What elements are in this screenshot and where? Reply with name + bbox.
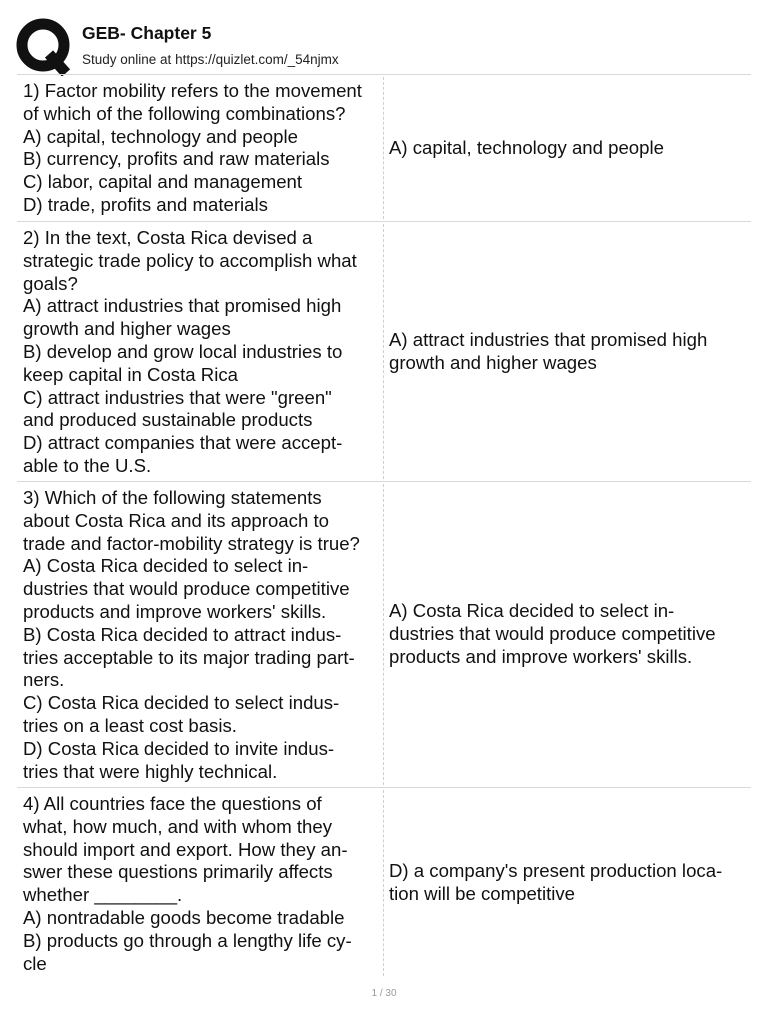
answer-cell bbox=[389, 788, 751, 978]
question-line: 2) In the text, Costa Rica devised a bbox=[23, 227, 313, 248]
question-line: C) labor, capital and management bbox=[23, 171, 303, 193]
question-cell bbox=[17, 788, 383, 979]
question-line: dustries that would produce competitive bbox=[23, 578, 350, 600]
question-line: swer these questions primarily affects bbox=[23, 861, 333, 883]
answer-line: dustries that would produce competitive bbox=[389, 623, 716, 645]
question-line: tries that were highly technical. bbox=[23, 760, 278, 782]
question-cell bbox=[17, 75, 383, 221]
study-online-link[interactable]: Study online at https://quizlet.com/_54njmx bbox=[82, 52, 339, 67]
question-line: strategic trade policy to accomplish what bbox=[23, 249, 357, 271]
page-title: GEB- Chapter 5 bbox=[82, 23, 212, 43]
answer-line: D) a company's present production loca- bbox=[389, 860, 723, 882]
question-line: ners. bbox=[23, 669, 65, 691]
page-indicator: 1 / 30 bbox=[371, 988, 397, 999]
question-line: growth and higher wages bbox=[23, 318, 231, 340]
question-line: A) nontradable goods become tradable bbox=[23, 906, 345, 928]
question-line: C) attract industries that were "green" bbox=[23, 386, 332, 408]
question-line: cle bbox=[23, 952, 47, 974]
question-line: A) attract industries that promised high bbox=[23, 295, 342, 317]
question-line: A) Costa Rica decided to select in- bbox=[23, 555, 309, 577]
answer-line: products and improve workers' skills. bbox=[389, 645, 693, 667]
answer-line: growth and higher wages bbox=[389, 351, 597, 373]
question-line: should import and export. How they an- bbox=[23, 838, 348, 860]
answer-cell bbox=[389, 75, 751, 221]
flashcard-row bbox=[17, 787, 751, 978]
question-line: B) develop and grow local industries to bbox=[23, 340, 343, 362]
question-line: and produced sustainable products bbox=[23, 409, 313, 431]
answer-line: A) capital, technology and people bbox=[389, 136, 664, 158]
question-line: of which of the following combinations? bbox=[23, 102, 346, 124]
column-divider bbox=[383, 224, 384, 479]
question-line: D) Costa Rica decided to invite indus- bbox=[23, 737, 335, 759]
question-line: trade and factor-mobility strategy is true? bbox=[23, 532, 360, 554]
flashcard-row bbox=[17, 221, 751, 481]
quizlet-q-logo-icon bbox=[16, 18, 74, 76]
answer-line: A) attract industries that promised high bbox=[389, 328, 708, 350]
answer-line: tion will be competitive bbox=[389, 883, 576, 904]
column-divider bbox=[383, 77, 384, 219]
question-line: B) currency, profits and raw materials bbox=[23, 148, 330, 170]
question-line: products and improve workers' skills. bbox=[23, 600, 327, 622]
question-line: tries acceptable to its major trading part- bbox=[23, 646, 355, 668]
question-line: 1) Factor mobility refers to the movement bbox=[23, 80, 362, 101]
document-header bbox=[0, 0, 768, 74]
question-line: B) Costa Rica decided to attract indus- bbox=[23, 623, 342, 645]
question-cell bbox=[17, 222, 383, 482]
flashcard-table bbox=[17, 74, 751, 978]
flashcard-row bbox=[17, 481, 751, 787]
question-line: tries on a least cost basis. bbox=[23, 714, 237, 736]
question-line: D) attract companies that were accept- bbox=[23, 432, 343, 454]
question-line: whether ________. bbox=[23, 884, 183, 906]
column-divider bbox=[383, 790, 384, 976]
question-cell bbox=[17, 482, 383, 787]
flashcard-row bbox=[17, 74, 751, 221]
answer-cell bbox=[389, 222, 751, 481]
question-line: 3) Which of the following statements bbox=[23, 487, 322, 508]
question-line: goals? bbox=[23, 272, 78, 294]
answer-cell bbox=[389, 482, 751, 787]
question-line: B) products go through a lengthy life cy- bbox=[23, 929, 352, 951]
question-line: able to the U.S. bbox=[23, 454, 152, 476]
question-line: C) Costa Rica decided to select indus- bbox=[23, 692, 340, 714]
question-line: keep capital in Costa Rica bbox=[23, 363, 238, 385]
column-divider bbox=[383, 484, 384, 785]
question-line: what, how much, and with whom they bbox=[23, 815, 333, 837]
question-line: 4) All countries face the questions of bbox=[23, 793, 322, 814]
question-line: about Costa Rica and its approach to bbox=[23, 509, 329, 531]
question-line: A) capital, technology and people bbox=[23, 125, 298, 147]
question-line: D) trade, profits and materials bbox=[23, 193, 268, 215]
answer-line: A) Costa Rica decided to select in- bbox=[389, 600, 675, 622]
